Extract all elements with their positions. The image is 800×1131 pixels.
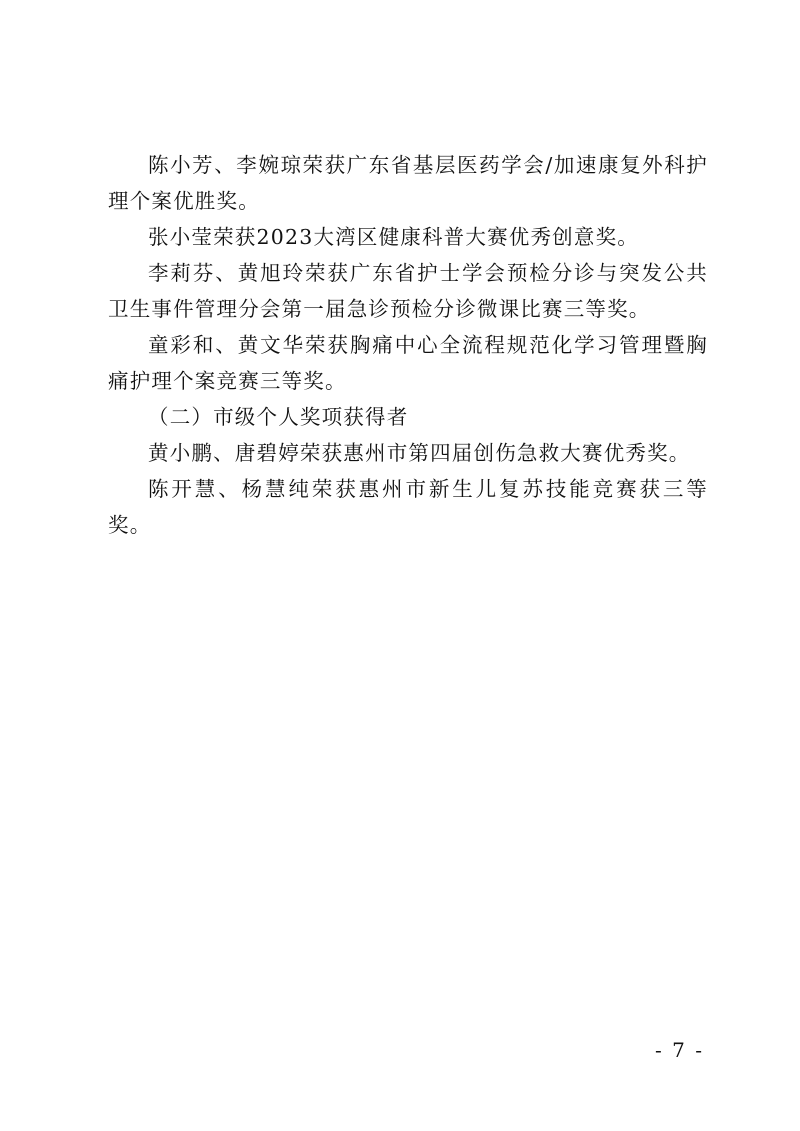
section-heading: （二）市级个人奖项获得者 [148, 405, 409, 429]
city-award-paragraph-2: 陈开慧、杨慧纯荣获惠州市新生儿复苏技能竞赛获三等奖。 [108, 477, 708, 537]
document-body [108, 147, 708, 543]
award-paragraph-3: 李莉芬、黄旭玲荣获广东省护士学会预检分诊与突发公共卫生事件管理分会第一届急诊预检分诊微课比赛三等奖。 [108, 261, 708, 321]
award-paragraph-1: 陈小芳、李婉琼荣获广东省基层医药学会/加速康复外科护理个案优胜奖。 [108, 153, 708, 213]
page-number: - 7 - [655, 1038, 704, 1062]
award-paragraph-4: 童彩和、黄文华荣获胸痛中心全流程规范化学习管理暨胸痛护理个案竞赛三等奖。 [108, 333, 708, 393]
award-paragraph-2: 张小莹荣获2023大湾区健康科普大赛优秀创意奖。 [148, 225, 639, 249]
city-award-paragraph-1: 黄小鹏、唐碧婷荣获惠州市第四届创伤急救大赛优秀奖。 [148, 441, 691, 465]
